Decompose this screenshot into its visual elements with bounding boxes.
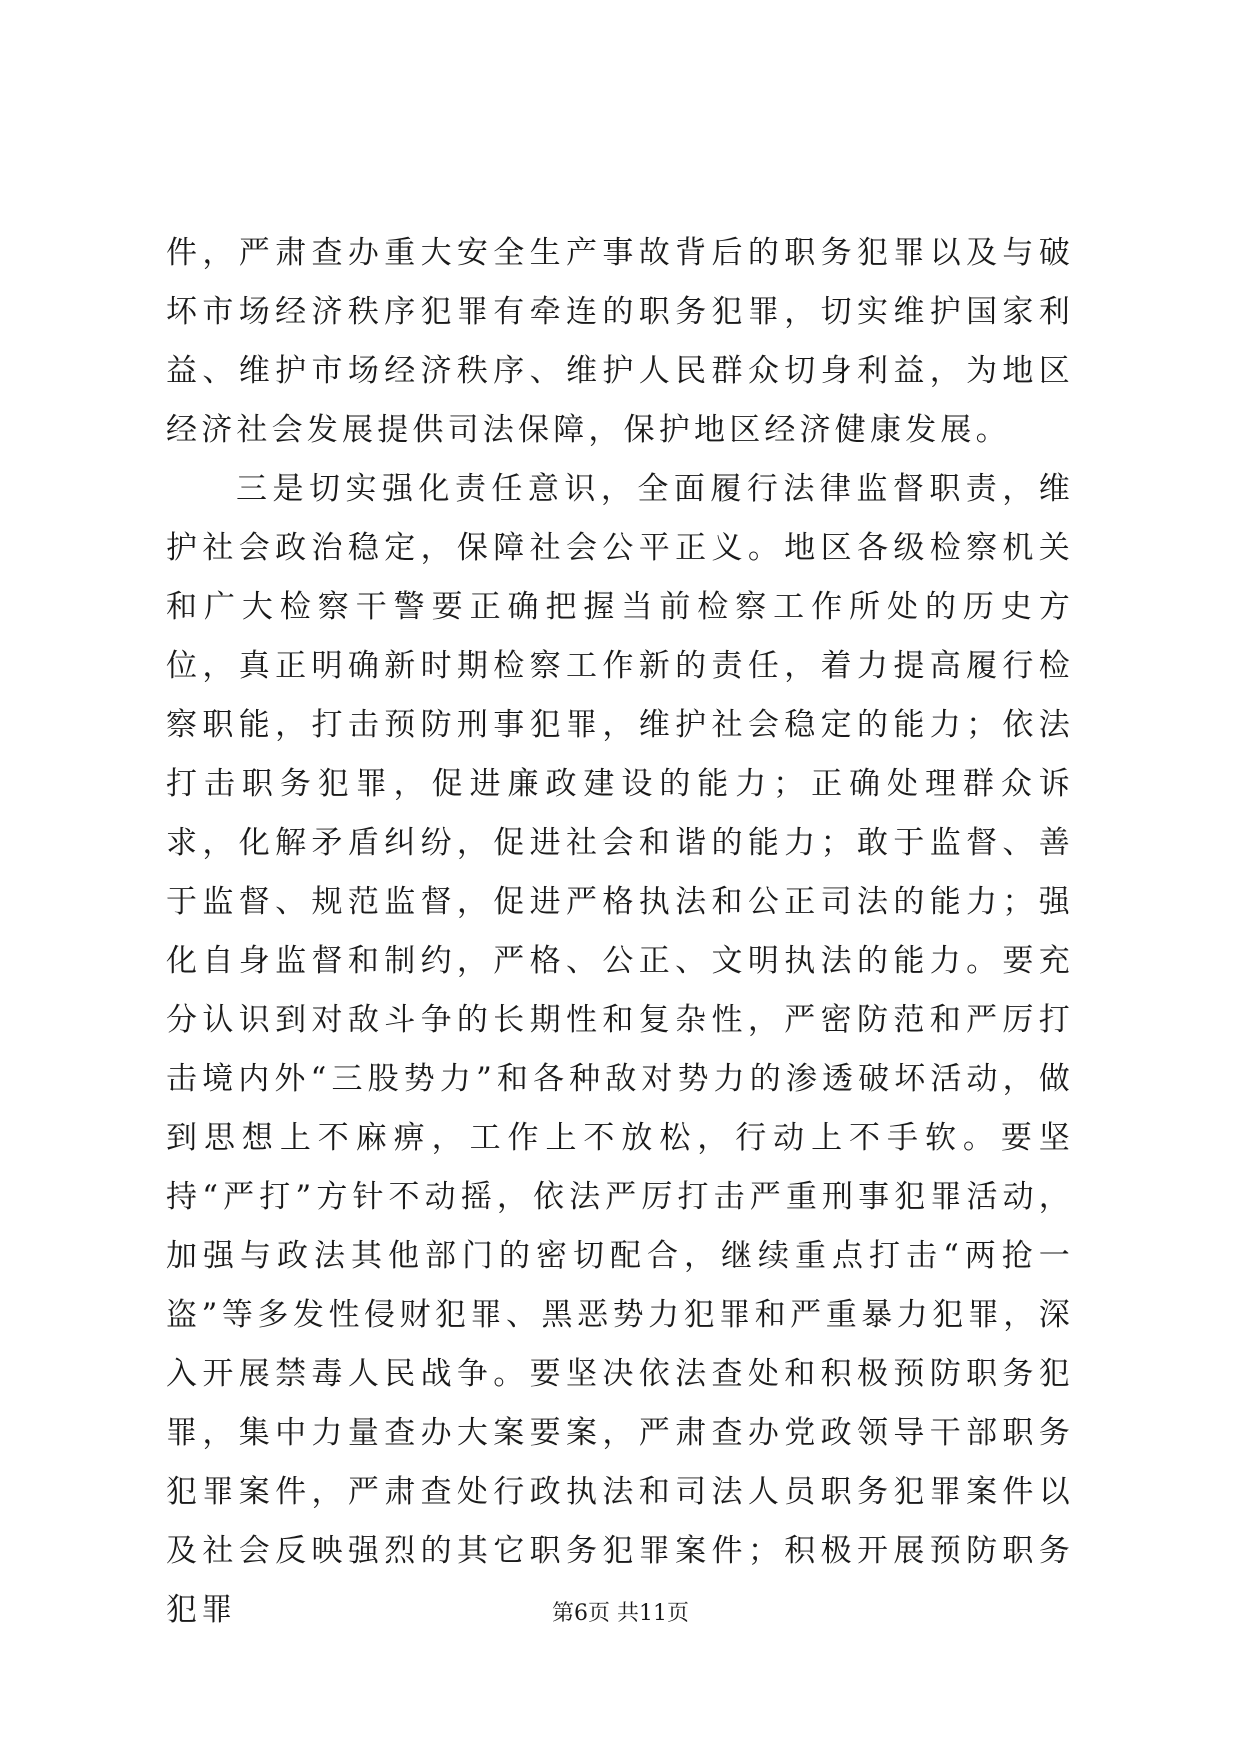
paragraph-2: 三是切实强化责任意识，全面履行法律监督职责，维护社会政治稳定，保障社会公平正义。地区各级检察机关和广大检察干警要正确把握当前检察工作所处的历史方位，真正明确新时期检察工作新的责任，着力提高履行检察职能，打击预防刑事犯罪，维护社会稳定的能力；依法打击职务犯罪，促进廉政建设的能力；正确处理群众诉求，化解矛盾纠纷，促进社会和谐的能力；敢于监督、善于监督、规范监督，促进严格执法和公正司法的能力；强化自身监督和制约，严格、公正、文明执法的能力。要充分认识到对敌斗争的长期性和复杂性，严密防范和严厉打击境内外“三股势力”和各种敌对势力的渗透破坏活动，做到思想上不麻痹，工作上不放松，行动上不手软。要坚持“严打”方针不动摇，依法严厉打击严重刑事犯罪活动，加强与政法其他部门的密切配合，继续重点打击“两抢一盗”等多发性侵财犯罪、黑恶势力犯罪和严重暴力犯罪，深入开展禁毒人民战争。要坚决依法查处和积极预防职务犯罪，集中力量查办大案要案，严肃查办党政领导干部职务犯罪案件，严肃查处行政执法和司法人员职务犯罪案件以及社会反映强烈的其它职务犯罪案件；积极开展预防职务犯罪 xyxy=(166,471,1074,1628)
page-footer: 第6页 共11页 xyxy=(552,1601,689,1626)
paragraph-1: 件，严肃查办重大安全生产事故背后的职务犯罪以及与破坏市场经济秩序犯罪有牵连的职务犯罪，切实维护国家利益、维护市场经济秩序、维护人民群众切身利益，为地区经济社会发展提供司法保障，保护地区经济健康发展。 xyxy=(166,235,1074,448)
document-body xyxy=(166,224,1074,1640)
